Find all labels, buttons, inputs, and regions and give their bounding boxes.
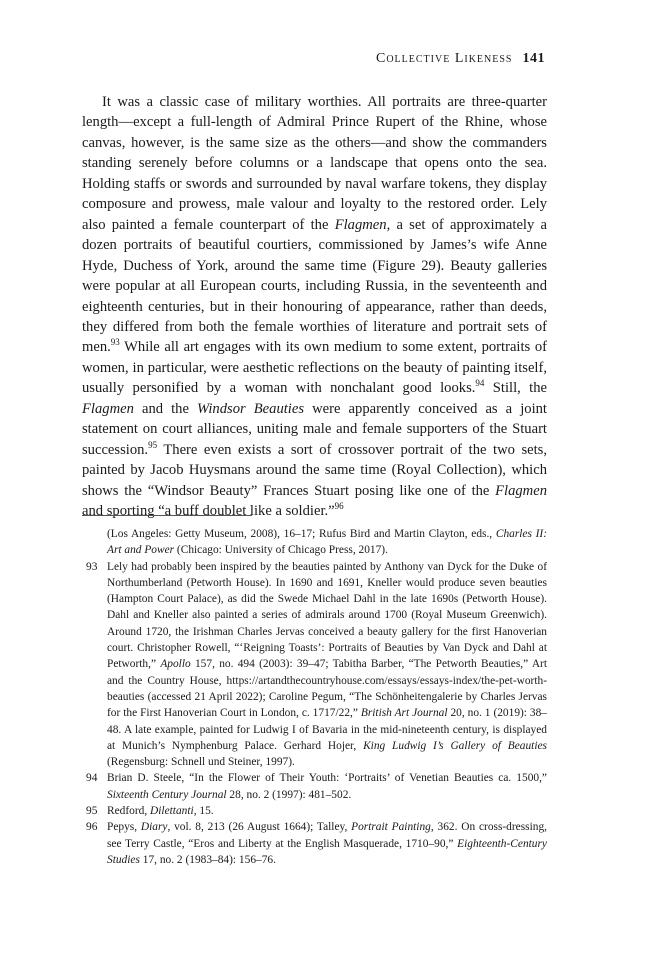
italic-title: British Art Journal xyxy=(360,707,448,720)
text-run: , vol. 8, 213 (26 August 1664); Talley, xyxy=(167,821,352,834)
footnote-number: 93 xyxy=(86,560,98,573)
footnote-number: 94 xyxy=(86,772,98,785)
italic-title: Dilettanti xyxy=(150,805,194,818)
footnote-94 xyxy=(82,770,547,803)
italic-title: Apollo xyxy=(160,658,191,671)
text-run: Still, the xyxy=(484,380,547,397)
footnote-divider xyxy=(82,515,252,516)
italic-title: Eighteenth-Century Studies xyxy=(107,837,547,866)
text-run: (Regensburg: Schnell und Steiner, 1997). xyxy=(107,756,295,769)
text-run: and sporting “a buff doublet like a soldier.” xyxy=(82,503,335,520)
italic-title: Flagmen xyxy=(334,216,387,233)
italic-title: Portrait Painting xyxy=(351,821,431,834)
italic-title: King Ludwig I’s Gallery of Beauties xyxy=(363,739,547,752)
footnote-continuation xyxy=(82,526,547,559)
footnote-95 xyxy=(82,803,547,819)
italic-title: Diary xyxy=(140,821,168,834)
running-title: Collective Likeness xyxy=(376,51,513,66)
footnote-ref-93[interactable]: 93 xyxy=(110,337,120,348)
text-run: 17, no. 2 (1983–84): 156–76. xyxy=(139,853,276,866)
text-run: 20, no. 1 (2019): 38–48. A late example, painted for Ludwig I of Bavaria in the mid-nineteenth century, is displayed at Munich’s Nymphenburg Palace. Gerhard Hojer, xyxy=(107,707,547,752)
text-run: (Los Angeles: Getty Museum, 2008), 16–17; Rufus Bird and Martin Clayton, eds., xyxy=(107,528,496,540)
footnotes xyxy=(82,526,547,868)
body-paragraph xyxy=(82,92,547,522)
italic-title: Sixteenth Century Journal xyxy=(107,788,227,801)
text-run: Lely had probably been inspired by the beauties painted by Anthony van Dyck for the Duke of Northumberland (Petworth House). In 1690 and 1691, Kneller would produce seven beauties (Hampton Court Palace), as did the Swede Michael Dahl in the late 1690s (Petworth House). Dahl and Kneller also painted a series of admirals around 1700 (Royal Museum Greenwich). Around 1720, the Irishman Charles Jervas conceived a beauty gallery for the first Hanoverian court. Christopher Rowell, “‘Reigning Toasts’: Portraits of Beauties by Van Dyck and Dahl at Petworth,” xyxy=(107,560,547,671)
text-run: 28, no. 2 (1997): 481–502. xyxy=(226,788,352,801)
text-run: and the xyxy=(133,400,198,417)
text-run: 157, no. 494 (2003): 39–47; Tabitha Barber, “The Petworth Beauties,” Art and the Country House, https://artandthecountryhouse.com/essays/essays-index/the-pet-worth-beauties (accessed 21 April 2022); Caroline Pegum, “The Schönheitengalerie by Charles Jervas for the First Hanoverian Court in London, c. 1717/22,” xyxy=(107,658,548,720)
text-run: Brian D. Steele, “In the Flower of Their Youth: ‘Portraits’ of Venetian Beauties ca. 1500,” xyxy=(107,772,547,785)
italic-title: Flagmen xyxy=(82,400,134,417)
text-run: Pepys, xyxy=(107,821,141,834)
text-run: were apparently conceived as a joint statement on court alliances, uniting male and female supporters of the Stuart succession. xyxy=(82,400,547,458)
footnote-96 xyxy=(82,819,547,868)
text-run: , 15. xyxy=(193,805,214,818)
body-text xyxy=(82,92,547,522)
italic-title: Windsor Beauties xyxy=(197,400,305,417)
footnote-number: 95 xyxy=(86,805,98,818)
page-number: 141 xyxy=(522,51,545,66)
italic-title: Flagmen xyxy=(495,482,547,499)
footnote-ref-95[interactable]: 95 xyxy=(148,439,158,450)
text-run: It was a classic case of military worthies. All portraits are three-quarter length—except a full-length of Admiral Prince Rupert of the Rhine, whose canvas, however, is the same size as the others—and show the commanders standing serenely before columns or a landscape that opens onto the sea. Holding staffs or swords and surrounded by naval warfare tokens, they display composure and prowess, male valour and loyalty to the restored order. Lely also painted a female counterpart of the xyxy=(82,94,547,233)
text-run: , a set of approximately a dozen portraits of beautiful courtiers, commissioned by James’s wife Anne Hyde, Duchess of York, around the same time (Figure 29). Beauty galleries were popular at all European courts, including Russia, in the seventeenth and eighteenth centuries, but in their honouring of appearance, rather than deeds, they differed from both the female worthies of literature and portrait sets of men. xyxy=(82,216,547,356)
text-run: While all art engages with its own medium to some extent, portraits of women, in particular, were aesthetic reflections on the beauty of painting itself, usually personified by a woman with nonchalant good looks. xyxy=(82,339,547,397)
footnote-number: 96 xyxy=(86,821,98,834)
text-run: (Chicago: University of Chicago Press, 2017). xyxy=(174,544,388,557)
footnote-ref-94[interactable]: 94 xyxy=(475,378,485,389)
footnote-ref-96[interactable]: 96 xyxy=(334,501,344,512)
text-run: Redford, xyxy=(107,805,151,818)
footnote-93 xyxy=(82,559,547,771)
text-run: , 362. On cross-dressing, see Terry Castle, “Eros and Liberty at the English Masquerade, 1710–90,” xyxy=(107,821,547,850)
text-run: There even exists a sort of crossover portrait of the two sets, painted by Jacob Huysmans around the same time (Royal Collection), which shows the “Windsor Beauty” Frances Stuart posing like one of the xyxy=(82,441,547,499)
italic-title: Charles II: Art and Power xyxy=(107,528,547,557)
running-header xyxy=(376,50,545,67)
